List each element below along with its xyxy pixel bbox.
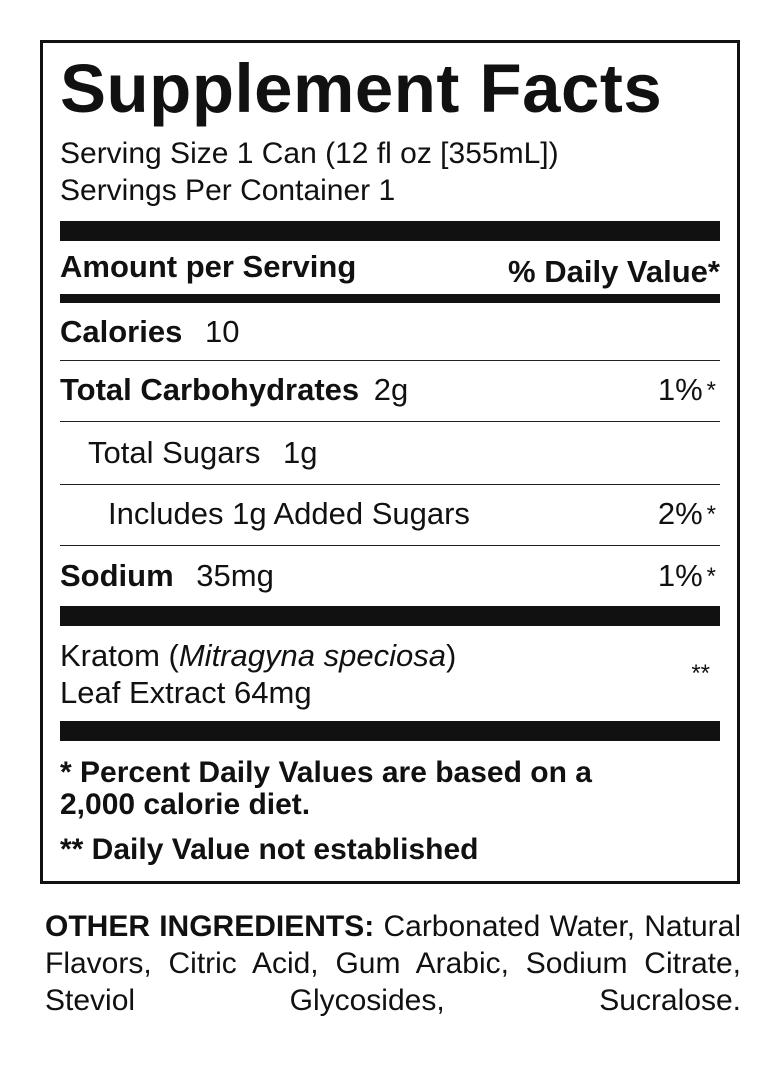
calories-row — [60, 314, 720, 350]
kratom-prefix: Kratom ( — [60, 638, 179, 673]
kratom-suffix: ) — [445, 638, 457, 673]
thick-divider-middle — [60, 606, 720, 626]
supplement-facts-panel — [40, 40, 740, 884]
sodium-label: Sodium — [60, 558, 174, 593]
calories-label: Calories — [60, 314, 183, 349]
sodium-dv-mark: * — [706, 563, 716, 590]
total-carbs-label: Total Carbohydrates — [60, 372, 360, 407]
servings-per-container: Servings Per Container 1 — [60, 174, 396, 207]
sodium-amount: 35mg — [196, 558, 274, 593]
sodium-dv — [658, 558, 716, 595]
added-sugars-dv-mark: * — [706, 501, 716, 528]
divider — [60, 360, 720, 361]
total-sugars-row — [60, 435, 720, 471]
total-carbs-dv-mark: * — [706, 377, 716, 404]
amount-per-serving-header: Amount per Serving — [60, 249, 357, 284]
medium-divider — [60, 294, 720, 303]
panel-content — [60, 43, 720, 881]
total-carbs-dv — [658, 372, 716, 409]
kratom-line-2: Leaf Extract 64mg — [60, 675, 312, 710]
kratom-dv: ** — [691, 660, 710, 687]
added-sugars-label: Includes 1g Added Sugars — [108, 496, 470, 531]
total-sugars-label: Total Sugars — [88, 435, 261, 470]
total-carbs-amount: 2g — [373, 372, 409, 407]
total-carbs-dv-value: 1% — [657, 372, 703, 407]
kratom-latin-name: Mitragyna speciosa — [178, 638, 446, 673]
footnote-line-3: ** Daily Value not established — [60, 833, 479, 866]
kratom-line-1 — [60, 638, 456, 674]
serving-size: Serving Size 1 Can (12 fl oz [355mL]) — [60, 137, 559, 170]
sodium-dv-value: 1% — [657, 558, 703, 593]
total-carbs-row — [60, 372, 720, 408]
added-sugars-row — [60, 496, 720, 532]
divider — [60, 421, 720, 422]
sodium-row — [60, 558, 720, 594]
divider — [60, 484, 720, 485]
thick-divider-bottom — [60, 721, 720, 741]
other-ingredients — [45, 908, 741, 1019]
panel-title: Supplement Facts — [60, 50, 663, 127]
added-sugars-dv-value: 2% — [657, 496, 703, 531]
calories-amount: 10 — [204, 314, 240, 349]
divider — [60, 545, 720, 546]
daily-value-header: % Daily Value* — [508, 254, 720, 289]
thick-divider-top — [60, 221, 720, 241]
ingredients-label: OTHER INGREDIENTS: — [45, 910, 375, 943]
added-sugars-dv — [658, 496, 716, 533]
footnote-line-2: 2,000 calorie diet. — [60, 788, 311, 821]
total-sugars-amount: 1g — [282, 435, 318, 470]
footnote-line-1: * Percent Daily Values are based on a — [60, 756, 592, 789]
ingredients-text: Carbonated Water, Natural Flavors, Citric Acid, Gum Arabic, Sodium Citrate, Steviol Glycosides, Sucralose. — [45, 910, 741, 1017]
